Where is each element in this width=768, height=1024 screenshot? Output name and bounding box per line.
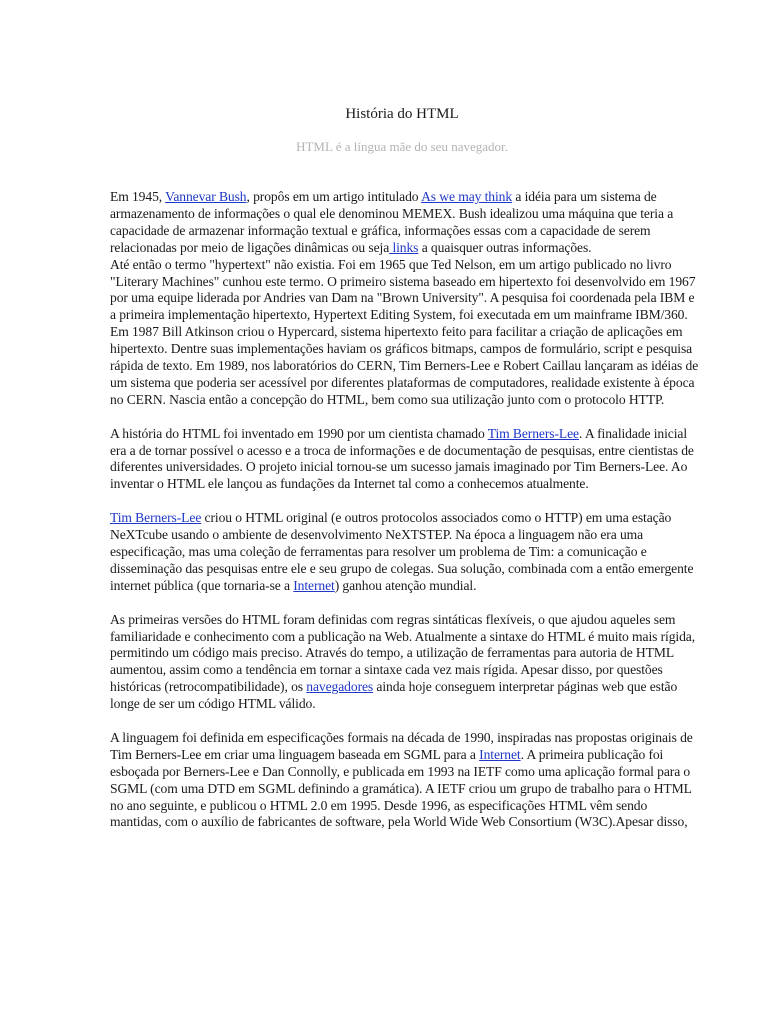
link-tim-berners-lee[interactable]: Tim Berners-Lee (110, 510, 202, 526)
link-as-we-may-think[interactable]: As we may think (421, 189, 513, 204)
link-internet[interactable]: Internet (479, 746, 521, 762)
link-navegadores[interactable]: navegadores (306, 679, 374, 695)
link-tim-berners-lee[interactable]: Tim Berners-Lee (487, 425, 579, 441)
link-vannevar-bush[interactable]: Vannevar Bush (165, 189, 247, 204)
text-run: , propôs em um artigo intitulado (246, 189, 422, 204)
article-body (110, 189, 700, 848)
text-run: As primeiras versões do HTML foram definidas com regras sintáticas flexíveis, o que ajudou aqueles sem familiaridade e conhecimento com a publicação na Web. Atualmente a sintaxe do HTML é muito mais rígida, permitindo um código mais preciso. Através do tempo, a utilização de ferramentas para autoria de HTML aumentou, assim como a tendência em tornar a sintaxe cada vez mais rígida. Apesar disso, por questões históricas (retrocompatibilidade), os (110, 611, 696, 695)
paragraph-2 (110, 426, 700, 494)
text-run: Em 1945, (110, 189, 166, 204)
text-run: . A finalidade inicial era a de tornar possível o acesso e a troca de informações e de documentação de pesquisas, entre cientistas de diferentes universidades. O projeto inicial tornou-se um sucesso jamais imaginado por Tim Berners-Lee. Ao inventar o HTML ele lançou as fundações da Internet tal como a conhecemos atualmente. (110, 425, 694, 492)
text-run: ) ganhou atenção mundial. (334, 577, 477, 593)
page-title: História do HTML (345, 106, 459, 122)
text-run: ainda hoje conseguem interpretar páginas web que estão longe de ser um código HTML válido. (110, 679, 678, 712)
link-internet[interactable]: Internet (293, 577, 335, 593)
text-run: Até então o termo "hypertext" não existia. Foi em 1965 que Ted Nelson, em um artigo publicado no livro "Literary Machines" cunhou este termo. O primeiro sistema baseado em hipertexto foi desenvolvido em 1967 por uma equipe liderada por Andries van Dam na "Brown University". A pesquisa foi coordenada pela IBM e a primeira implementação hipertexto, Hypertext Editing System, foi executada em um mainframe IBM/360. Em 1987 Bill Atkinson criou o Hypercard, sistema hipertexto feito para facilitar a criação de aplicações em hipertexto. Dentre suas implementações haviam os gráficos bitmaps, campos de formulário, script e pesquisa rápida de texto. Em 1989, nos laboratórios do CERN, Tim Berners-Lee e Robert Caillau lançaram as idéias de um sistema que poderia ser acessível por diferentes plataformas de computadores, realidade existente à época no CERN. Nascia então a concepção do HTML, bem como sua utilização junto com o protocolo HTTP. (110, 256, 699, 407)
paragraph-1 (110, 189, 700, 409)
text-run: . A primeira publicação foi esboçada por Berners-Lee e Dan Connolly, e publicada em 1993 na IETF como uma aplicação formal para o SGML (com uma DTD em SGML definindo a gramática). A IETF criou um grupo de trabalho para o HTML no ano seguinte, e publicou o HTML 2.0 em 1995. Desde 1996, as especificações HTML vêm sendo mantidas, com o auxílio de fabricantes de software, pela World Wide Web Consortium (W3C).Apesar disso, (110, 746, 692, 830)
text-run: A linguagem foi definida em especificações formais na década de 1990, inspiradas nas propostas originais de Tim Berners-Lee em criar uma linguagem baseada em SGML para a (110, 729, 693, 762)
text-run: A história do HTML foi inventado em 1990 por um cientista chamado (110, 425, 488, 441)
paragraph-3 (110, 510, 700, 595)
text-run: criou o HTML original (e outros protocolos associados como o HTTP) em uma estação NeXTcube usando o ambiente de desenvolvimento NeXTSTEP. Na época a linguagem não era uma especificação, mas uma coleção de ferramentas para resolver um problema de Tim: a comunicação e disseminação das pesquisas entre ele e seu grupo de colegas. Sua solução, combinada com a então emergente internet pública (que tornaria-se a (110, 510, 694, 593)
paragraph-4 (110, 612, 700, 713)
text-run: a quaisquer outras informações. (418, 239, 592, 255)
paragraph-5 (110, 730, 700, 831)
link-links[interactable]: links (389, 239, 419, 255)
text-run: a idéia para um sistema de armazenamento de informações o qual ele denominou MEMEX. Bush idealizou uma máquina que teria a capacidade de armazenar informação textual e gráfica, informações essas com a capacidade de serem relacionadas por meio de ligações dinâmicas ou seja (110, 189, 674, 255)
page-subtitle: HTML é a língua mãe do seu navegador. (296, 139, 508, 154)
